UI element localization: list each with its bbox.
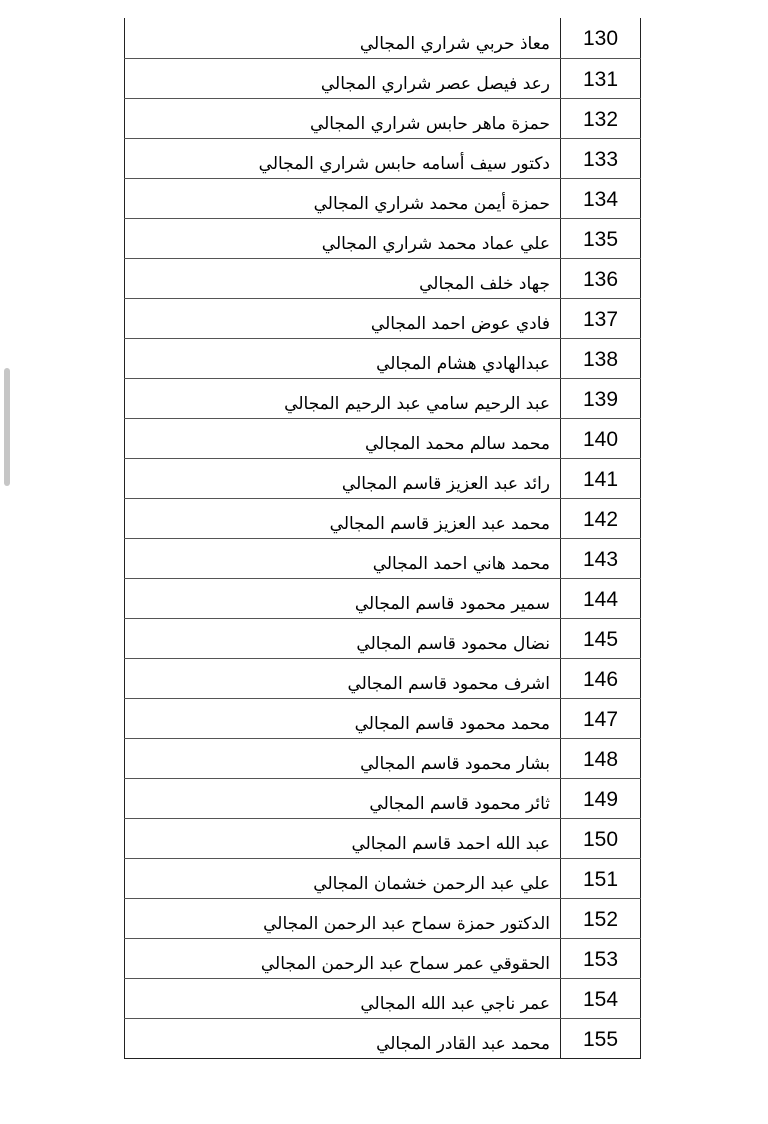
row-number: 143: [582, 547, 619, 571]
table-row: [125, 818, 641, 858]
name-cell: [125, 58, 561, 98]
person-name: رائد عبد العزيز قاسم المجالي: [341, 473, 550, 494]
row-number: 136: [582, 267, 619, 291]
row-number: 149: [582, 787, 619, 811]
row-number: 134: [582, 187, 619, 211]
name-cell: [125, 18, 561, 58]
person-name: عبد الرحيم سامي عبد الرحيم المجالي: [284, 393, 550, 414]
number-cell: [561, 698, 641, 738]
table-row: [125, 178, 641, 218]
row-number: 155: [582, 1027, 619, 1051]
person-name: علي عماد محمد شراري المجالي: [321, 233, 550, 254]
names-table: [124, 18, 641, 1059]
name-cell: [125, 258, 561, 298]
table-row: [125, 978, 641, 1018]
number-cell: [561, 538, 641, 578]
name-cell: [125, 498, 561, 538]
number-cell: [561, 978, 641, 1018]
number-cell: [561, 18, 641, 58]
table-row: [125, 778, 641, 818]
person-name: عبدالهادي هشام المجالي: [376, 353, 550, 374]
number-cell: [561, 578, 641, 618]
table-row: [125, 418, 641, 458]
table-row: [125, 498, 641, 538]
number-cell: [561, 218, 641, 258]
row-number: 139: [582, 387, 619, 411]
row-number: 132: [582, 107, 619, 131]
row-number: 150: [582, 827, 619, 851]
person-name: بشار محمود قاسم المجالي: [360, 753, 550, 774]
row-number: 146: [582, 667, 619, 691]
person-name: الحقوقي عمر سماح عبد الرحمن المجالي: [260, 953, 550, 974]
row-number: 154: [582, 987, 619, 1011]
name-cell: [125, 618, 561, 658]
table-row: [125, 298, 641, 338]
number-cell: [561, 98, 641, 138]
table-row: [125, 618, 641, 658]
name-cell: [125, 818, 561, 858]
name-cell: [125, 738, 561, 778]
table-row: [125, 898, 641, 938]
number-cell: [561, 418, 641, 458]
name-cell: [125, 778, 561, 818]
name-cell: [125, 1018, 561, 1058]
row-number: 152: [582, 907, 619, 931]
row-number: 130: [582, 27, 619, 50]
table-row: [125, 378, 641, 418]
name-cell: [125, 178, 561, 218]
number-cell: [561, 818, 641, 858]
number-cell: [561, 258, 641, 298]
name-cell: [125, 138, 561, 178]
person-name: محمد محمود قاسم المجالي: [354, 713, 550, 734]
person-name: دكتور سيف أسامه حابس شراري المجالي: [258, 153, 550, 174]
name-cell: [125, 98, 561, 138]
number-cell: [561, 618, 641, 658]
table-row: [125, 58, 641, 98]
person-name: ثائر محمود قاسم المجالي: [369, 793, 550, 814]
name-cell: [125, 898, 561, 938]
row-number: 142: [582, 507, 619, 531]
table-row: [125, 938, 641, 978]
table-row: [125, 258, 641, 298]
person-name: جهاد خلف المجالي: [419, 273, 550, 294]
person-name: رعد فيصل عصر شراري المجالي: [320, 73, 550, 94]
name-cell: [125, 458, 561, 498]
row-number: 137: [582, 307, 619, 331]
row-number: 131: [582, 67, 619, 91]
number-cell: [561, 178, 641, 218]
person-name: فادي عوض احمد المجالي: [370, 313, 550, 334]
name-cell: [125, 578, 561, 618]
name-cell: [125, 218, 561, 258]
name-cell: [125, 418, 561, 458]
person-name: عمر ناجي عبد الله المجالي: [360, 993, 550, 1014]
table-row: [125, 738, 641, 778]
number-cell: [561, 778, 641, 818]
person-name: اشرف محمود قاسم المجالي: [347, 673, 550, 694]
person-name: عبد الله احمد قاسم المجالي: [351, 833, 550, 854]
number-cell: [561, 138, 641, 178]
number-cell: [561, 498, 641, 538]
row-number: 135: [582, 227, 619, 251]
person-name: الدكتور حمزة سماح عبد الرحمن المجالي: [263, 913, 550, 934]
person-name: نضال محمود قاسم المجالي: [356, 633, 550, 654]
row-number: 145: [582, 627, 619, 651]
table-row: [125, 658, 641, 698]
number-cell: [561, 738, 641, 778]
table-row: [125, 18, 641, 58]
table-row: [125, 538, 641, 578]
name-cell: [125, 698, 561, 738]
scroll-indicator[interactable]: [4, 368, 10, 486]
name-cell: [125, 378, 561, 418]
number-cell: [561, 338, 641, 378]
number-cell: [561, 858, 641, 898]
names-table-body: [125, 18, 641, 1058]
table-row: [125, 138, 641, 178]
person-name: معاذ حربي شراري المجالي: [359, 33, 550, 54]
name-cell: [125, 658, 561, 698]
name-cell: [125, 538, 561, 578]
table-row: [125, 698, 641, 738]
number-cell: [561, 1018, 641, 1058]
name-cell: [125, 338, 561, 378]
row-number: 153: [582, 947, 619, 971]
table-row: [125, 578, 641, 618]
person-name: محمد عبد العزيز قاسم المجالي: [329, 513, 550, 534]
row-number: 140: [582, 427, 619, 451]
person-name: محمد عبد القادر المجالي: [376, 1033, 550, 1054]
row-number: 141: [582, 467, 619, 491]
name-cell: [125, 938, 561, 978]
number-cell: [561, 298, 641, 338]
table-row: [125, 458, 641, 498]
row-number: 133: [582, 147, 619, 171]
person-name: سمير محمود قاسم المجالي: [354, 593, 550, 614]
row-number: 138: [582, 347, 619, 371]
table-row: [125, 218, 641, 258]
person-name: علي عبد الرحمن خشمان المجالي: [313, 873, 550, 894]
row-number: 151: [582, 867, 619, 891]
number-cell: [561, 938, 641, 978]
number-cell: [561, 378, 641, 418]
person-name: محمد سالم محمد المجالي: [364, 433, 550, 454]
person-name: محمد هاني احمد المجالي: [372, 553, 550, 574]
table-row: [125, 858, 641, 898]
row-number: 147: [582, 707, 619, 731]
number-cell: [561, 658, 641, 698]
table-row: [125, 338, 641, 378]
table-row: [125, 1018, 641, 1058]
table-row: [125, 98, 641, 138]
number-cell: [561, 58, 641, 98]
row-number: 148: [582, 747, 619, 771]
person-name: حمزة ماهر حابس شراري المجالي: [309, 113, 550, 134]
name-cell: [125, 298, 561, 338]
name-cell: [125, 858, 561, 898]
row-number: 144: [582, 587, 619, 611]
number-cell: [561, 458, 641, 498]
name-cell: [125, 978, 561, 1018]
person-name: حمزة أيمن محمد شراري المجالي: [313, 193, 550, 214]
number-cell: [561, 898, 641, 938]
